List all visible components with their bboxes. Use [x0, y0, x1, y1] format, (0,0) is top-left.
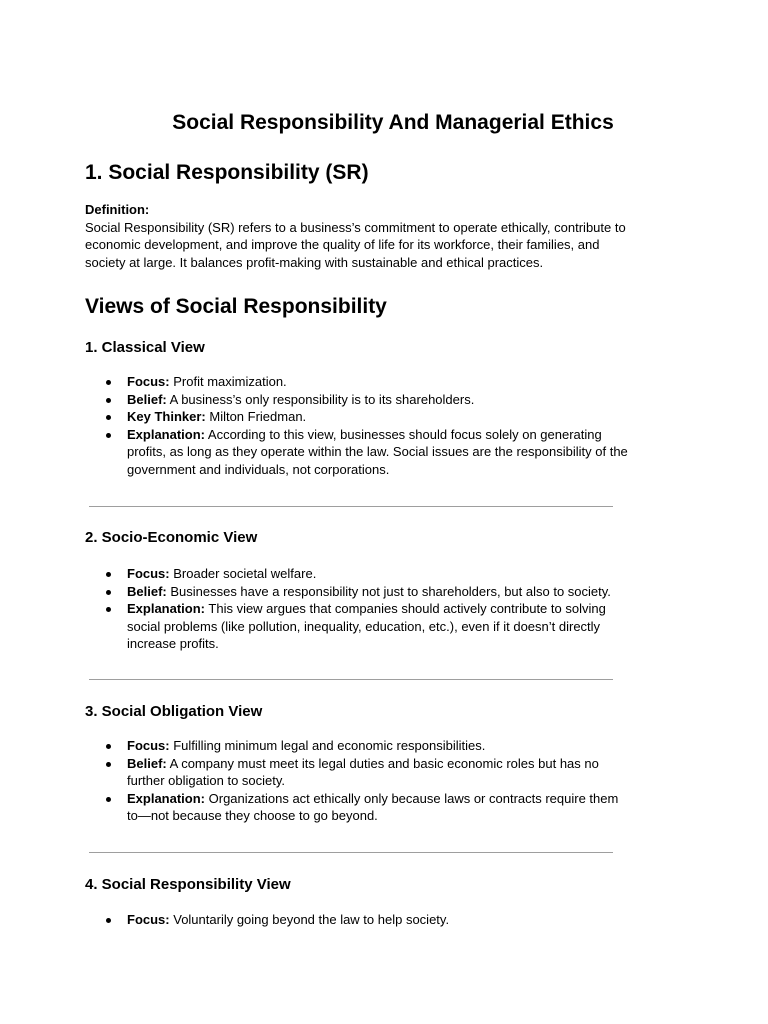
classical-view-list	[85, 373, 630, 479]
list-item	[85, 391, 630, 409]
list-item	[85, 583, 630, 601]
view-heading-classical: 1. Classical View	[85, 339, 205, 356]
socio-economic-view-list	[85, 565, 630, 653]
list-item	[85, 408, 630, 426]
bullet-icon	[106, 572, 111, 577]
document-title: Social Responsibility And Managerial Ethics	[172, 111, 614, 134]
bullet-icon	[106, 744, 111, 749]
item-text: This view argues that companies should actively contribute to solving social problems (like pollution, inequality, education, etc.), even if it doesn’t directly increase profits.	[127, 601, 606, 652]
bullet-icon	[106, 607, 111, 612]
views-heading: Views of Social Responsibility	[85, 295, 387, 318]
item-text: Broader societal welfare.	[169, 566, 317, 581]
item-label: Focus:	[127, 566, 170, 581]
list-item	[85, 426, 630, 479]
definition-label: Definition:	[85, 202, 150, 217]
list-item	[85, 755, 630, 790]
list-item	[85, 373, 630, 391]
list-item	[85, 565, 630, 583]
horizontal-divider	[89, 679, 613, 680]
item-text: Voluntarily going beyond the law to help society.	[169, 912, 450, 927]
section-heading-social-responsibility: 1. Social Responsibility (SR)	[85, 161, 369, 184]
item-label: Focus:	[127, 738, 170, 753]
bullet-icon	[106, 415, 111, 420]
list-item	[85, 600, 630, 653]
item-label: Key Thinker:	[127, 409, 206, 425]
list-item	[85, 737, 630, 755]
item-text: Profit maximization.	[169, 374, 287, 389]
bullet-icon	[106, 398, 111, 403]
list-item	[85, 911, 630, 929]
list-item	[85, 790, 630, 825]
bullet-icon	[106, 762, 111, 767]
item-label: Focus:	[127, 912, 170, 927]
item-text: A business’s only responsibility is to its shareholders.	[166, 391, 475, 407]
bullet-icon	[106, 380, 111, 385]
definition-text: Social Responsibility (SR) refers to a business’s commitment to operate ethically, contribute to economic development, and improve the quality of life for its workforce, their families, and society at large. It balances profit-making with sustainable and ethical practices.	[85, 219, 626, 270]
item-label: Focus:	[127, 374, 170, 389]
item-text: Milton Friedman.	[205, 409, 307, 425]
bullet-icon	[106, 433, 111, 438]
bullet-icon	[106, 797, 111, 802]
item-label: Explanation:	[127, 426, 206, 442]
item-label: Belief:	[127, 391, 167, 407]
item-text: Businesses have a responsibility not just to shareholders, but also to society.	[166, 583, 611, 599]
item-label: Explanation:	[127, 790, 206, 806]
social-responsibility-view-list	[85, 911, 630, 929]
item-text: According to this view, businesses should focus solely on generating profits, as long as they operate within the law. Social issues are the responsibility of the government and individuals, not corporations.	[127, 426, 628, 477]
bullet-icon	[106, 590, 111, 595]
item-text: A company must meet its legal duties and basic economic roles but has no further obligation to society.	[127, 755, 599, 789]
item-label: Explanation:	[127, 601, 206, 617]
view-heading-socio-economic: 2. Socio-Economic View	[85, 529, 258, 546]
item-text: Organizations act ethically only because laws or contracts require them to—not because they choose to go beyond.	[127, 790, 619, 824]
bullet-icon	[106, 918, 111, 923]
item-label: Belief:	[127, 755, 167, 771]
item-label: Belief:	[127, 583, 167, 599]
item-text: Fulfilling minimum legal and economic responsibilities.	[169, 738, 486, 753]
definition-block	[85, 201, 630, 271]
horizontal-divider	[89, 852, 613, 853]
social-obligation-view-list	[85, 737, 630, 825]
horizontal-divider	[89, 506, 613, 507]
view-heading-social-responsibility: 4. Social Responsibility View	[85, 876, 291, 893]
view-heading-social-obligation: 3. Social Obligation View	[85, 703, 263, 720]
